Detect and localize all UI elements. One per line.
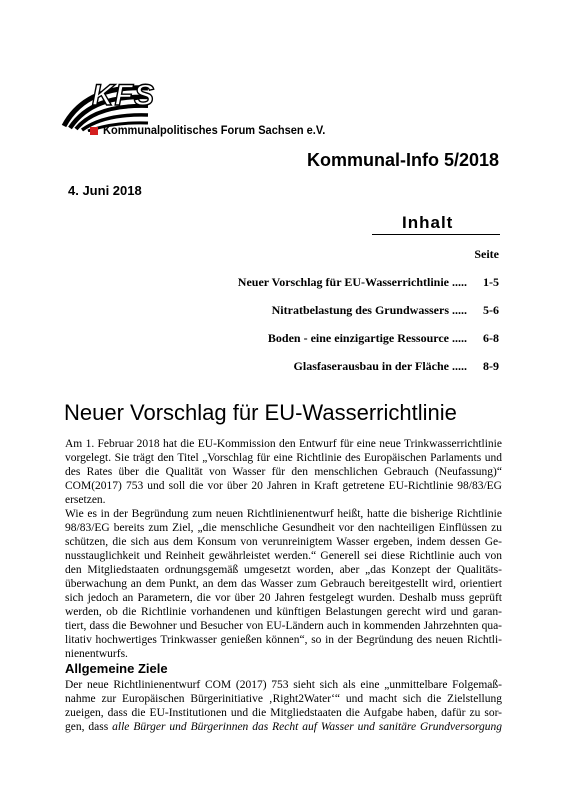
article-paragraph (65, 507, 502, 662)
text-line: ersetzen. (65, 494, 106, 507)
text-line: COM(2017) 753 und soll die vor über 20 Jahren in Kraft getretene EU-Richtlinie 98/83/EG (65, 480, 502, 493)
issue-title: Kommunal-Info 5/2018 (306, 150, 499, 170)
text-line: nienentwurfs. (65, 648, 128, 661)
toc-item-title: Glasfaserausbau in der Fläche ..... (293, 359, 467, 373)
toc-divider (372, 234, 500, 235)
text-line: des Rates über die Qualität von Wasser für den menschlichen Gebrauch (Neufassung)“ (65, 466, 502, 479)
toc-item[interactable] (238, 275, 499, 290)
toc-item-title: Boden - eine einzigartige Ressource ..... (267, 331, 467, 345)
text-line: litativ hochwertiges Trinkwasser genießen können“, so in der Begründung des neuen Richtli- (65, 634, 502, 647)
text-line: nahme zur Europäischen Bürgerinitiative ‚Right2Water‘“ und macht sich die Zielstellung (65, 693, 502, 706)
text-line: nusstauglichkeit und Reinheit gewährleistet werden.“ Generell sei diese Richtlinie auch von (65, 550, 502, 563)
toc-item-pages: 8-9 (483, 359, 499, 373)
toc-item[interactable] (268, 331, 499, 346)
toc-item-pages: 5-6 (483, 303, 499, 317)
text-line: werden, ob die Richtlinie vorhandenen und künftigen Belastungen gerecht wird und garan- (65, 606, 502, 619)
issue-date: 4. Juni 2018 (68, 183, 142, 198)
text-italic: alle Bürger und Bürgerinnen das Recht auf Wasser und sanitäre Grundversorgung (112, 721, 502, 734)
text-line (65, 720, 502, 734)
text-line: sich jedoch an Parametern, die vor über 20 Jahren festgelegt wurden. Deshalb muss geprüft (65, 592, 502, 605)
toc-item-title: Nitratbelastung des Grundwassers ..... (271, 303, 467, 317)
toc-item-title: Neuer Vorschlag für EU-Wasserrichtlinie ..... (237, 275, 467, 289)
text-line: tiert, dass die Bewohner und Besucher von EU-Ländern auch in kommenden Jahrzehnten qua- (65, 620, 502, 633)
toc-page-label: Seite (474, 247, 499, 261)
toc-heading: Inhalt (402, 213, 454, 232)
text-line: Am 1. Februar 2018 hat die EU-Kommission den Entwurf für eine neue Trinkwasserrichtlinie (65, 438, 502, 450)
toc-item[interactable] (272, 303, 499, 318)
text-line: den Mitgliedstaaten ordnungsgemäß umgesetzt worden, aber „das Konzept der Qualitäts- (65, 564, 502, 577)
text-line: vorgelegt. Sie trägt den Titel „Vorschlag für eine Richtlinie des Europäischen Parlaments und (65, 452, 502, 465)
text-line: Wie es in der Begründung zum neuen Richtlinienentwurf heißt, hatte die bisherige Richtlinie (65, 508, 502, 520)
text-line: Der neue Richtlinienentwurf COM (2017) 753 sieht sich als eine „unmittelbare Folgemaß- (65, 679, 502, 691)
text-plain: gen, dass (65, 721, 113, 734)
text-line: 98/83/EG bereits zum Ziel, „die menschliche Gesundheit vor den nachteiligen Einflüssen zu (65, 522, 502, 535)
text-line: schützen, die sich aus dem Konsum von verunreinigtem Wasser ergeben, indem dessen Ge- (65, 536, 502, 549)
text-line: überwachung an dem Punkt, an dem das Wasser zum Gebrauch bereitgestellt wird, orientiert (65, 578, 502, 591)
toc-item-pages: 6-8 (483, 331, 499, 345)
text-line: zueigen, dass die EU-Institutionen und die Mitgliedstaaten die Aufgabe haben, dafür zu sor- (65, 707, 502, 720)
article-paragraph (65, 678, 502, 734)
org-red-square (90, 127, 98, 135)
org-name: Kommunalpolitisches Forum Sachsen e.V. (103, 123, 326, 137)
toc-item[interactable] (294, 359, 499, 374)
article-paragraph (65, 437, 502, 507)
section-heading: Allgemeine Ziele (65, 661, 168, 676)
article-title: Neuer Vorschlag für EU-Wasserrichtlinie (64, 400, 457, 425)
kfs-logo-text: KFS (92, 79, 155, 112)
toc-item-pages: 1-5 (483, 275, 499, 289)
